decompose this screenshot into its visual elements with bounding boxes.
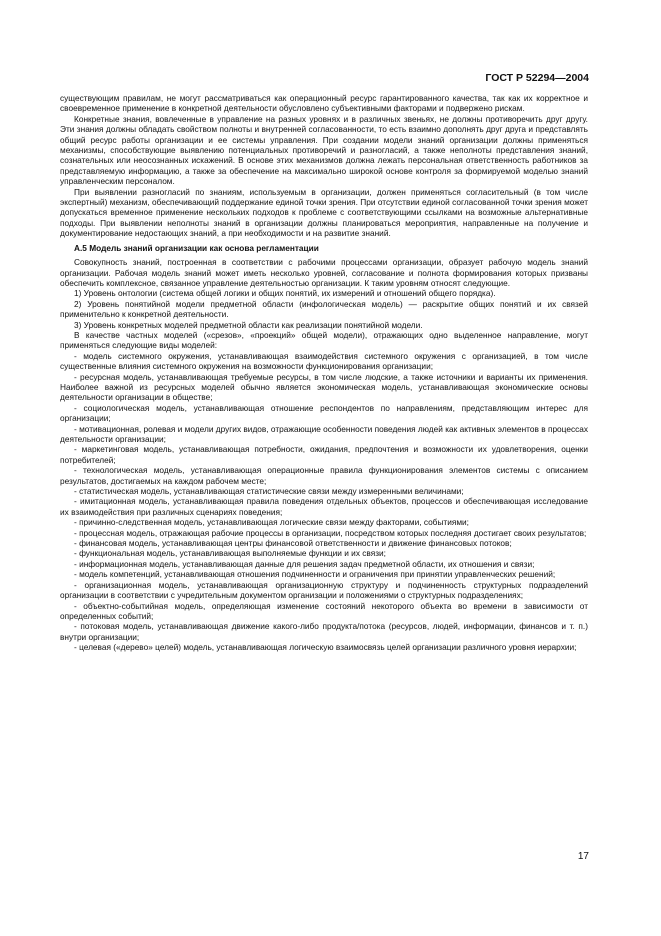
paragraph: - ресурсная модель, устанавливающая требуемые ресурсы, в том числе людские, а также источники и варианты их применения. Наиболее важной из ресурсных моделей обычно является экономическая модель, устанавливающая экономические основы деятельности организации в обществе; bbox=[60, 371, 588, 403]
paragraph: - модель компетенций, устанавливающая отношения подчиненности и ограничения при принятии управленческих решений; bbox=[74, 569, 556, 580]
paragraph: - статистическая модель, устанавливающая статистические связи между измеренными величинами; bbox=[74, 486, 464, 497]
paragraph: 2) Уровень понятийной модели предметной области (инфологическая модель) — раскрытие общих понятий и их связей применительно к конкретной деятельности. bbox=[60, 298, 588, 320]
document-id: ГОСТ Р 52294—2004 bbox=[485, 72, 589, 84]
paragraph: - организационная модель, устанавливающая организационную структуру и подчиненность структурных подразделений организации в соответствии с учредительным документом организации и положениями о структурных подразделениях; bbox=[60, 579, 588, 601]
paragraph: Конкретные знания, вовлеченные в управление на разных уровнях и в различных звеньях, не должны противоречить друг другу. Эти знания должны обладать свойством полноты и внутренней согласованности, то есть взаимно дополнять друг друга и представлять общий ресурс работы организации и ее системы управления. При создании модели знаний организации должны применяться механизмы, способствующие выявлению потенциальных противоречий и разногласий, а также неполноты представления знаний, сознательных или неосознанных искажений. В основе этих механизмов должна лежать персональная ответственность работников за представляемую информацию, а также за обеспечение на максимально широкой основе контроля за формируемой моделью знаний управленческим персоналом. bbox=[60, 113, 588, 187]
paragraph: При выявлении разногласий по знаниям, используемым в организации, должен применяться согласительный (в том числе экспертный) механизм, обеспечивающий поддержание единой точки зрения. При отсутствии единой согласованной точки зрения может допускаться временное применение нескольких подходов к проблеме с соответствующими ссылками на возможные альтернативные подходы. При выявлении неполноты знаний в организации должны планироваться мероприятия, направленные на получение и документирование недостающих знаний, а при необходимости и на развитие знаний. bbox=[60, 186, 588, 239]
paragraph: - мотивационная, ролевая и модели других видов, отражающие особенности поведения людей как активных элементов в процессах деятельности организации; bbox=[60, 423, 588, 444]
section-heading: А.5 Модель знаний организации как основа регламентации bbox=[74, 242, 319, 253]
paragraph: - процессная модель, отражающая рабочие процессы в организации, посредством которых последняя достигает своих результатов; bbox=[74, 527, 587, 538]
paragraph: - имитационная модель, устанавливающая правила поведения отдельных объектов, процессов и обеспечивающая исследование их взаимодействия при различных сценариях поведения; bbox=[60, 496, 588, 517]
paragraph: - технологическая модель, устанавливающая операционные правила функционирования элементов системы с описанием результатов, достигаемых на каждом рабочем месте; bbox=[60, 465, 588, 486]
paragraph: - социологическая модель, устанавливающая отношение респондентов по направлениям, представляющим интерес для организации; bbox=[60, 402, 588, 424]
paragraph: - объектно-событийная модель, определяющая изменение состояний некоторого объекта во времени в зависимости от определенных событий; bbox=[60, 600, 588, 621]
paragraph: 1) Уровень онтологии (система общей логики и общих понятий, их измерений и отношений общего порядка). bbox=[74, 288, 496, 299]
paragraph: - причинно-следственная модель, устанавливающая логические связи между факторами, событиями; bbox=[74, 517, 469, 528]
page-number: 17 bbox=[577, 851, 589, 862]
paragraph: 3) Уровень конкретных моделей предметной области как реализации понятийной модели. bbox=[74, 319, 423, 330]
document-body bbox=[60, 93, 588, 653]
paragraph: В качестве частных моделей («срезов», «проекций» общей модели), отражающих одно выделенное направление, могут применяться следующие виды моделей: bbox=[60, 329, 588, 351]
paragraph: - модель системного окружения, устанавливающая взаимодействия системного окружения с организацией, в том числе существенные влияния системного окружения на возможности функционирования организации; bbox=[60, 350, 588, 372]
paragraph: - финансовая модель, устанавливающая центры финансовой ответственности и движение финансовых потоков; bbox=[74, 538, 512, 549]
paragraph: - потоковая модель, устанавливающая движение какого-либо продукта/потока (ресурсов, людей, информации, финансов и т. п.) внутри организации; bbox=[60, 621, 588, 642]
paragraph: Совокупность знаний, построенная в соответствии с рабочими процессами организации, образует рабочую модель знаний организации. Рабочая модель знаний может иметь несколько уровней, согласование и полнота формирования которых призваны обеспечить комплексное, связанное управление деятельностью организации. К таким уровням относят следующие. bbox=[60, 257, 588, 288]
paragraph: - целевая («дерево» целей) модель, устанавливающая логическую взаимосвязь целей организации различного уровня иерархии; bbox=[74, 642, 577, 653]
paragraph: существующим правилам, не могут рассматриваться как операционный ресурс гарантированного качества, так как их корректное и своевременное применение в конкретной деятельности обусловлено субъективными факторами и подвержено рискам. bbox=[60, 93, 588, 114]
paragraph: - функциональная модель, устанавливающая выполняемые функции и их связи; bbox=[74, 548, 386, 559]
paragraph: - информационная модель, устанавливающая данные для решения задач предметной области, их отношения и связи; bbox=[74, 558, 535, 569]
paragraph: - маркетинговая модель, устанавливающая потребности, ожидания, предпочтения и возможности их удовлетворения, оценки потребителей; bbox=[60, 444, 588, 465]
